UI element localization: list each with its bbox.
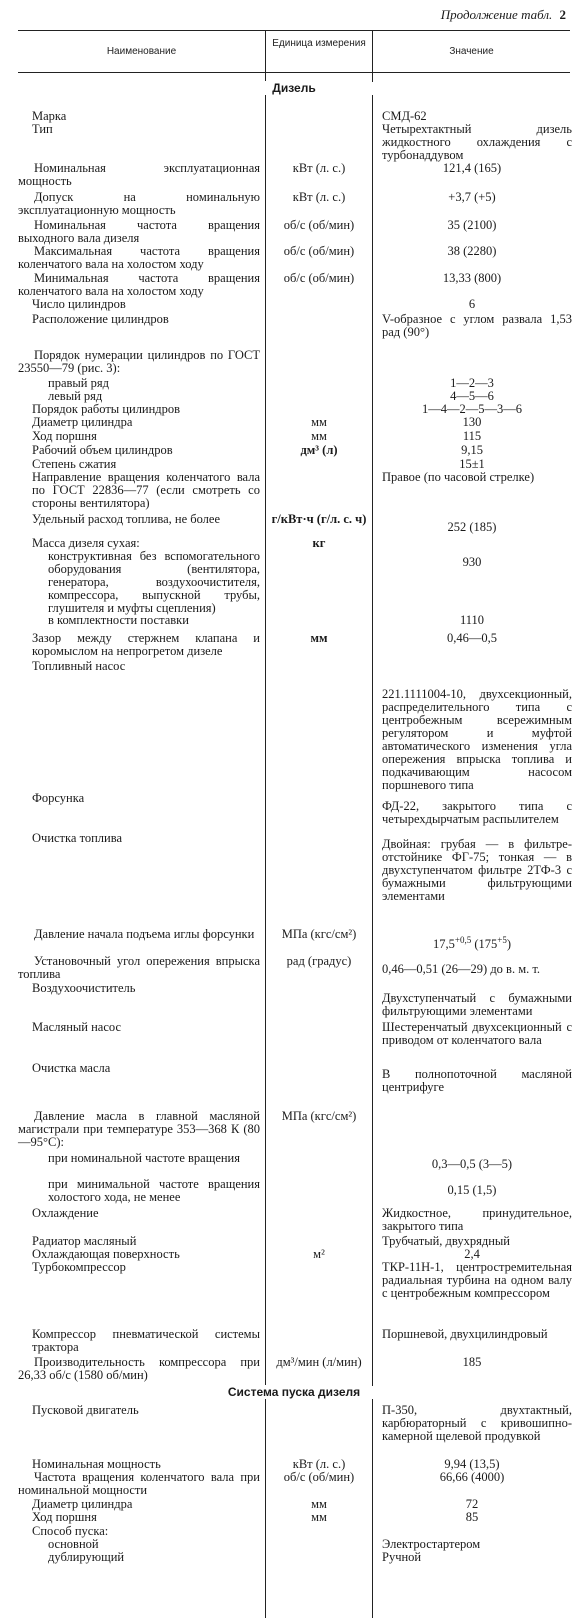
- section-title-diesel: Дизель: [0, 82, 588, 95]
- document-page: Продолжение табл. 2 Наименование Единица измерения Значение Дизель Марка СМД-62 Тип Четырехтактный дизель жидкостного охлаждения с турбонаддувом Номинальная эксплуатационная мощность кВт (л. с.) 121,4 (165) Допуск на номинальную эксплуатационную мощность кВт (л. с.) +3,7 (+5) Номинальная частота вращения выходного вала дизеля об/с (об/мин) 35 (2100) Максимальная частота вращения коленчатого вала на холостом ходу об/с (об/мин) 38 (2280) Минимальная частота вращения коленчатого вала на холостом ходу об/с (об/мин) 13,33 (800) Число цилиндров 6 Расположение цилиндров V-образное с углом развала 1,53 рад (90°) Порядок нумерации цилиндров по ГОСТ 23550—79 (рис. 3): правый ряд 1—2—3 левый ряд 4—5—6 Порядок работы цилиндров 1—4—2—5—3—6 Диаметр цилиндра мм 130 Ход поршня мм 115 Рабочий объем цилиндров дм³ (л) 9,15 Степень сжатия 15±1 Направление вращения коленчатого вала по ГОСТ 22836—77 (если смотреть со стороны вентилятора) Правое (по часовой стрелке) Удельный расход топлива, не более г/кВт·ч (г/л. с. ч) 252 (185) Масса дизеля сухая: кг конструктивная без вспомогательного оборудования (вентилятора, генератора, воздухоочистителя, компрессора, выпускной трубы, глушителя и муфты сцепления) 930 в комплектности поставки 1110 Зазор между стержнем клапана и коромыслом на непрогретом дизеле мм 0,46—0,5 Топливный насос 221.1111004-10, двухсекционный, распределительного типа с центробежным всережимным регулятором и муфтой автоматического изменения угла опережения впрыска топлива и подкачивающим насосом поршневого типа Форсунка ФД-22, закрытого типа с четырехдырчатым распылителем Очистка топлива Двойная: грубая — в фильтре-отстойнике ФГ-75; тонкая — в двухступенчатом фильтре 2ТФ-3 с бумажными фильтрующими элементами Давление начала подъема иглы форсунки МПа (кгс/см²) $17,5^{+0,5}$ $(175^{+5})$ Установочный угол опережения впрыска топлива рад (градус) 0,46—0,51 (26—29) до в. м. т. Воздухоочиститель Двухступенчатый с бумажными фильтрующими элементами Масляный насос Шестеренчатый двухсекционный с приводом от коленчатого вала Очистка масла В полнопоточной масляной центрифуге Давление масла в главной масляной магистрали при температуре 353—368 К (80—95°С): МПа (кгс/см²) при номинальной частоте вращения 0,3—0,5 (3—5) при минимальной частоте вращения холостого хода, не менее 0,15 (1,5) Охлаждение Жидкостное, принудительное, закрытого типа Радиатор масляный Трубчатый, двухрядный Охлаждающая поверхность м² 2,4 Турбокомпрессор ТКР-11Н-1, центростремительная радиальная турбина на одном валу с центробежным компрессором Компрессор пневматической системы трактора Поршневой, двухцилиндровый Производительность компрессора при 26,33 об/с (1580 об/мин) дм³/мин (л/мин) 185 Система пуска дизеля Пусковой двигатель П-350, двухтактный, карбюраторный с кривошипно-камерной щелевой продувкой Номинальная мощность кВт (л. с.) 9,94 (13,5) Частота вращения коленчатого вала при номинальной мощности об/с (об/мин) 66,66 (4000) Диаметр цилиндра мм 72 Ход поршня мм 85 Способ пуска: основной Электростартером дублирующий Ручной: [0, 0, 588, 1618]
- column-header-value: Значение: [449, 46, 494, 57]
- table-number: 2: [559, 7, 566, 22]
- section-title-starting-system: Система пуска дизеля: [0, 1386, 588, 1399]
- table-header-rule: [18, 72, 570, 73]
- column-header-unit: Единица измерения: [272, 38, 366, 49]
- needle-pressure-value: $17,5^{+0,5}$ $(175^{+5})$: [433, 935, 511, 951]
- table-top-rule: [18, 30, 570, 31]
- column-divider-2: [372, 30, 373, 1618]
- column-divider-1: [265, 30, 266, 1618]
- continued-caption: [441, 8, 566, 21]
- continued-label: Продолжение табл.: [440, 7, 553, 22]
- column-header-name: Наименование: [106, 46, 177, 57]
